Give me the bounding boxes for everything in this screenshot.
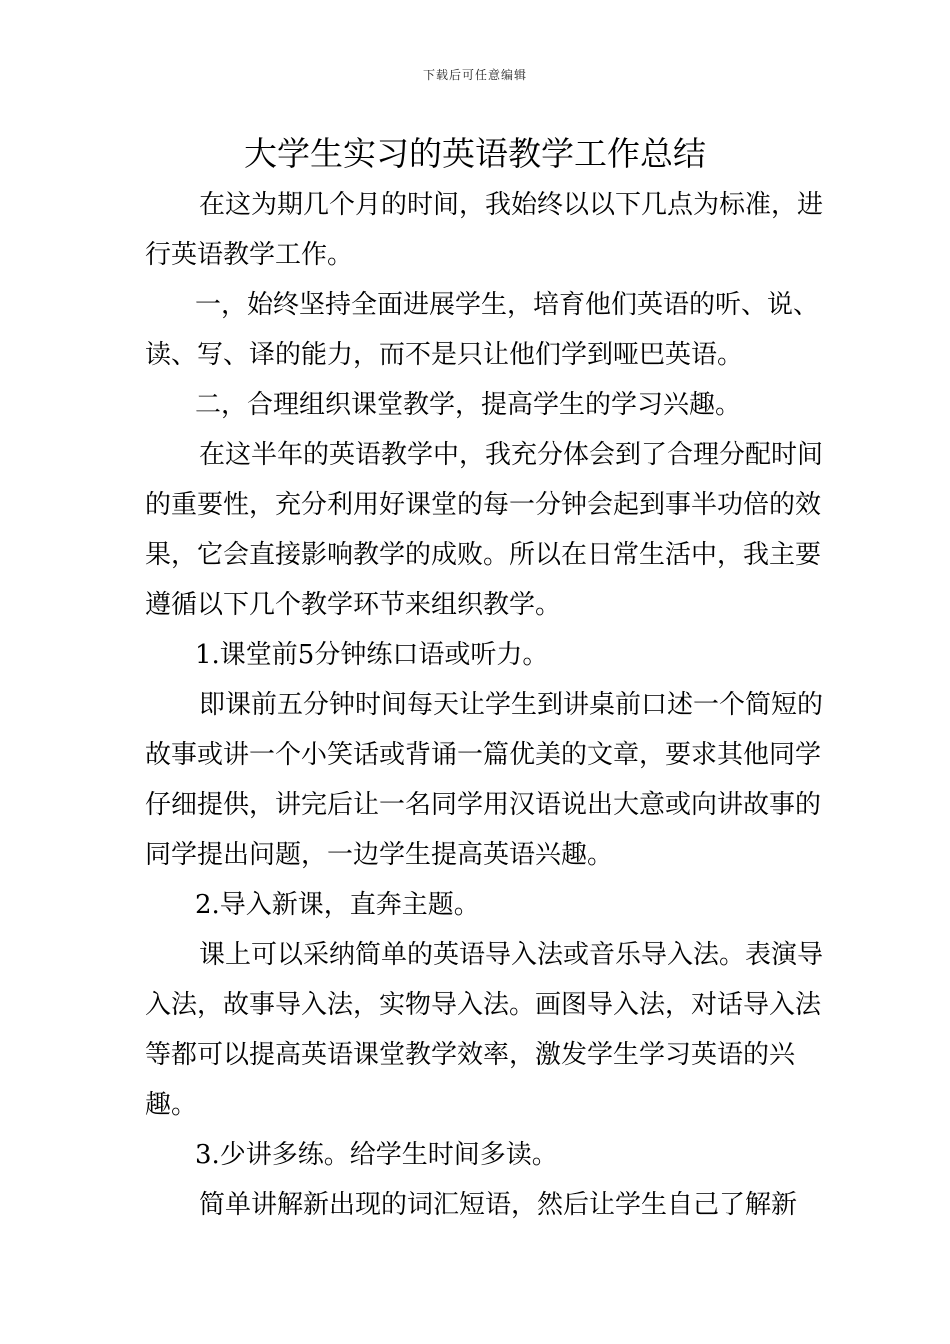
paragraph-step-one-heading: 1.课堂前5分钟练口语或听力。 [195, 640, 549, 670]
document-body [145, 180, 825, 1230]
paragraph-intro: 在这为期几个月的时间，我始终以以下几点为标准，进行英语教学工作。 [145, 190, 824, 270]
paragraph-step-three-heading: 3.少讲多练。给学生时间多读。 [195, 1140, 558, 1170]
paragraph-step-two-detail: 课上可以采纳简单的英语导入法或音乐导入法。表演导入法，故事导入法，实物导入法。画图导入法，对话导入法等都可以提高英语课堂教学效率，激发学生学习英语的兴趣。 [145, 940, 824, 1120]
paragraph-step-two-heading: 2.导入新课，直奔主题。 [195, 890, 480, 920]
paragraph-step-one-detail: 即课前五分钟时间每天让学生到讲桌前口述一个简短的故事或讲一个小笑话或背诵一篇优美的文章，要求其他同学仔细提供，讲完后让一名同学用汉语说出大意或向讲故事的同学提出问题，一边学生提高英语兴趣。 [145, 690, 824, 870]
paragraph-time-allocation: 在这半年的英语教学中，我充分体会到了合理分配时间的重要性，充分利用好课堂的每一分钟会起到事半功倍的效果，它会直接影响教学的成败。所以在日常生活中，我主要遵循以下几个教学环节来组织教学。 [145, 440, 824, 620]
paragraph-point-two: 二，合理组织课堂教学，提高学生的学习兴趣。 [195, 390, 742, 420]
document-title: 大学生实习的英语教学工作总结 [244, 134, 706, 173]
paragraph-step-three-detail: 简单讲解新出现的词汇短语，然后让学生自己了解新 [199, 1190, 798, 1220]
page-header-note: 下载后可任意编辑 [422, 68, 527, 82]
paragraph-point-one: 一，始终坚持全面进展学生，培育他们英语的听、说、读、写、译的能力，而不是只让他们学到哑巴英语。 [145, 290, 820, 370]
